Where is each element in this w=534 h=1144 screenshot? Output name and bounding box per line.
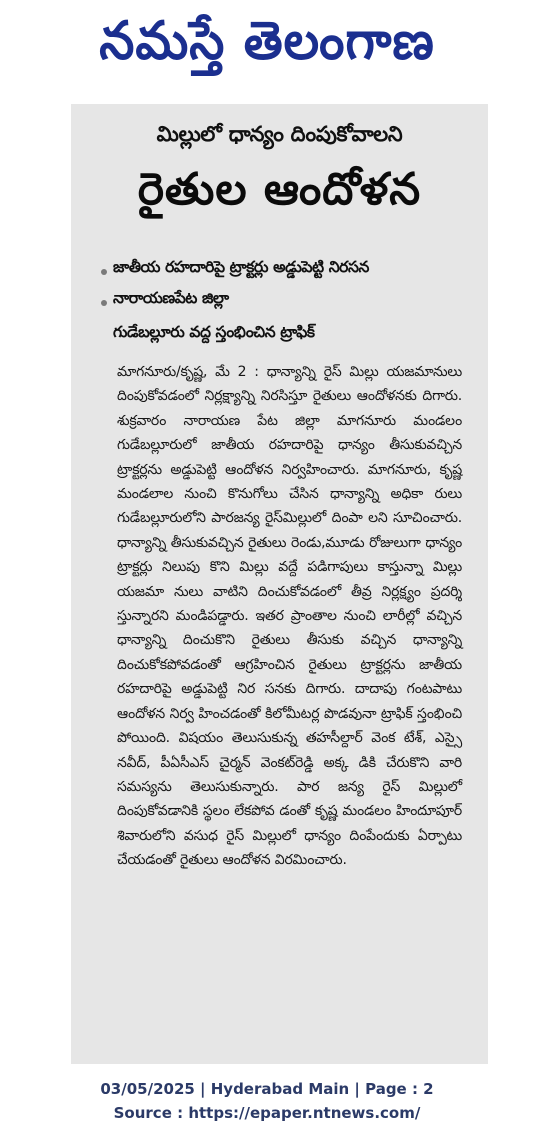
- bullet-icon: [101, 269, 107, 275]
- article-headline: రైతుల ఆందోళన: [137, 164, 422, 215]
- footer-date-edition: 03/05/2025 | Hyderabad Main | Page : 2: [100, 1080, 434, 1098]
- article-subhead-3: గుడేబల్లూరు వద్ద స్తంభించిన ట్రాఫిక్: [113, 323, 315, 341]
- article-subhead-1: జాతీయ రహదారిపై ట్రాక్టర్లు అడ్డుపెట్టి నిరసన: [113, 258, 369, 276]
- article-subhead-2: నారాయణపేట జిల్లా: [113, 289, 229, 307]
- bullet-icon: [101, 300, 107, 306]
- article-kicker: మిల్లులో ధాన్యం దింపుకోవాలని: [156, 122, 403, 146]
- article-body: మాగనూరు/కృష్ణ, మే 2 : ధాన్యాన్ని రైస్ మిల్లు యజమానులు దింపుకోవడంలో నిర్లక్ష్యాన్ని నిరసిస్తూ రైతులు ఆందోళనకు దిగారు. శుక్రవారం నారాయణ పేట జిల్లా మాగనూరు మండలం గుడేబల్లూరులో జాతీయ రహదారిపై ధాన్యం తీసుకువచ్చిన ట్రాక్టర్లను అడ్డుపెట్టి ఆందోళన నిర్వహించారు. మాగనూరు, కృష్ణ మండలాల నుంచి కొనుగోలు చేసిన ధాన్యాన్ని అధికా రులు గుడేబల్లూరులోని పారజన్య రైస్‌మిల్లులో దింపా లని సూచించారు. ధాన్యాన్ని తీసుకువచ్చిన రైతులు రెండు,మూడు రోజులుగా ధాన్యం ట్రాక్టర్లు నిలుపు కొని మిల్లు వద్దే పడిగాపులు కాస్తున్నా మిల్లు యజమా నులు వాటిని దించుకోవడంలో తీవ్ర నిర్లక్ష్యం ప్రదర్శి స్తున్నారని మండిపడ్డారు. ఇతర ప్రాంతాల నుంచి లారీల్లో వచ్చిన ధాన్యాన్ని దించుకొని రైతులు తీసుకు వచ్చిన ధాన్యాన్ని దించుకోకపోవడంతో ఆగ్రహించిన రైతులు ట్రాక్టర్లను జాతీయ రహదారిపై అడ్డుపెట్టి నిర సనకు దిగారు. దాదాపు గంటపాటు ఆందోళన నిర్వ హించడంతో కిలోమీటర్ల పొడవునా ట్రాఫిక్ స్తంభించి పోయింది. విషయం తెలుసుకున్న తహసీల్దార్ వెంక టేశ్, ఎస్సై నవీద్, పీఏసీఎస్ చైర్మన్ వెంకట్‌రెడ్డి అక్క డికి చేరుకొని వారి సమస్యను తెలుసుకున్నారు. పార జన్య రైస్ మిల్లులో దింపుకోవడానికి స్థలం లేకపోవ డంతో కృష్ణ మండలం హిందూపూర్ శివారులోని వసుధ రైస్ మిల్లులో ధాన్యం దింపేందుకు ఏర్పాటు చేయడంతో రైతులు ఆందోళన విరమించారు.: [117, 364, 462, 869]
- article-clipping: [71, 104, 488, 1064]
- footer-source-link: Source : https://epaper.ntnews.com/: [113, 1104, 421, 1122]
- masthead: [0, 6, 534, 88]
- newspaper-logo-title: నమస్తే తెలంగాణ: [99, 10, 435, 72]
